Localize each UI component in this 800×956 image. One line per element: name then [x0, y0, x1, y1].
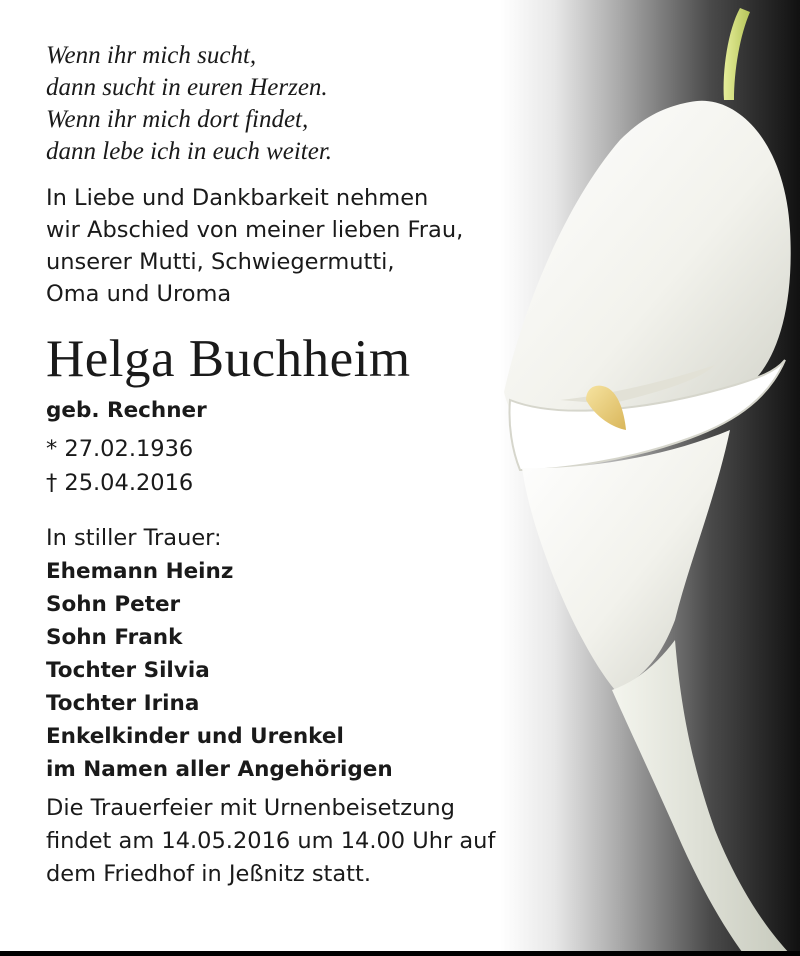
mourners-list: [46, 555, 566, 786]
poem-line: dann lebe ich in euch weiter.: [46, 138, 333, 165]
mourning-intro: In stiller Trauer:: [46, 525, 222, 551]
mourner: im Namen aller Angehörigen: [46, 757, 393, 782]
intro-line: In Liebe und Dankbarkeit nehmen: [46, 185, 429, 211]
poem-line: Wenn ihr mich sucht,: [46, 42, 257, 69]
obituary-text: [46, 40, 566, 891]
poem-line: Wenn ihr mich dort findet,: [46, 106, 309, 133]
intro-line: unserer Mutti, Schwiegermutti,: [46, 249, 395, 275]
mourner: Tochter Silvia: [46, 658, 210, 683]
birth-date: * 27.02.1936: [46, 436, 194, 462]
mourner: Enkelkinder und Urenkel: [46, 724, 344, 749]
deceased-name: Helga Buchheim: [46, 330, 411, 388]
service-line: findet am 14.05.2016 um 14.00 Uhr auf: [46, 828, 496, 854]
service-info: [46, 792, 566, 891]
service-line: dem Friedhof in Jeßnitz statt.: [46, 861, 371, 887]
poem-line: dann sucht in euren Herzen.: [46, 74, 328, 101]
farewell-intro: [46, 182, 566, 310]
maiden-name: geb. Rechner: [46, 398, 207, 423]
service-line: Die Trauerfeier mit Urnenbeisetzung: [46, 795, 455, 821]
bottom-border: [0, 951, 800, 956]
mourner: Ehemann Heinz: [46, 559, 234, 584]
mourner: Sohn Peter: [46, 592, 181, 617]
mourner: Sohn Frank: [46, 625, 183, 650]
intro-line: Oma und Uroma: [46, 281, 232, 307]
mourner: Tochter Irina: [46, 691, 200, 716]
poem: [46, 40, 566, 168]
death-date: † 25.04.2016: [46, 470, 194, 496]
intro-line: wir Abschied von meiner lieben Frau,: [46, 217, 464, 243]
